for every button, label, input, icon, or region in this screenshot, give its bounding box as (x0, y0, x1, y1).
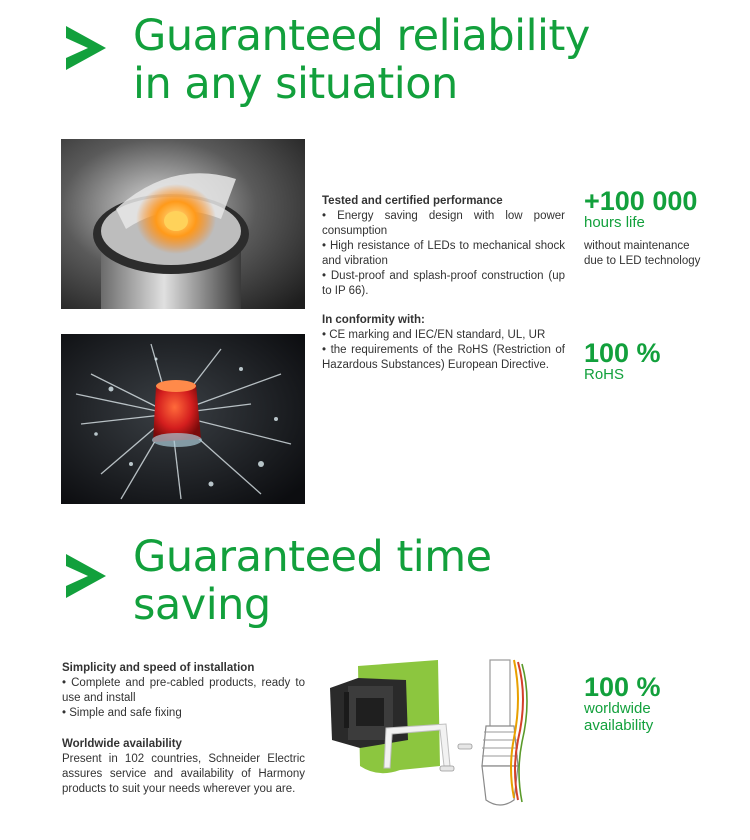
installation-block (62, 661, 305, 721)
stat-availability-label (584, 700, 653, 734)
heading-line-1: Guaranteed time (133, 532, 492, 582)
block-title: Worldwide availability (62, 738, 182, 750)
heading-line-1: Guaranteed reliability (133, 11, 590, 61)
block-title: In conformity with: (322, 314, 425, 326)
stat-rohs-unit: RoHS (584, 366, 625, 383)
block-title: Tested and certified performance (322, 195, 503, 207)
conformity-block (322, 313, 565, 373)
installation-product-illustration (318, 648, 568, 818)
heading-line-2: saving (133, 580, 271, 630)
stat-availability-value: 100 % (584, 672, 661, 702)
note-line: due to LED technology (584, 255, 701, 267)
section-time-saving-heading (133, 533, 492, 629)
bullet-item: • Simple and safe fixing (62, 707, 182, 719)
bullet-item: • Dust-proof and splash-proof construction (up to IP 66). (322, 270, 565, 297)
tested-performance-block (322, 194, 565, 299)
section-reliability-heading (133, 12, 590, 108)
stat-rohs-value: 100 % (584, 338, 661, 368)
label-line: worldwide (584, 700, 651, 717)
note-line: without maintenance (584, 240, 690, 252)
stat-hours-value: +100 000 (584, 186, 698, 216)
availability-block (62, 737, 305, 797)
label-line: availability (584, 717, 654, 734)
block-title: Simplicity and speed of installation (62, 662, 255, 674)
bullet-item: • High resistance of LEDs to mechanical shock and vibration (322, 240, 565, 267)
stat-hours-unit: hours life (584, 214, 645, 231)
chevron-right-icon (58, 546, 118, 606)
bullet-item: • Energy saving design with low power consumption (322, 210, 565, 237)
chevron-right-icon (58, 18, 118, 78)
body-text: Present in 102 countries, Schneider Electric assures service and availability of Harmony products to suit your needs wherever you are. (62, 753, 305, 795)
bullet-item: • CE marking and IEC/EN standard, UL, UR (322, 329, 546, 341)
heading-line-2: in any situation (133, 59, 458, 109)
stat-hours-note (584, 239, 700, 269)
beacon-closeup-photo (61, 139, 305, 309)
bullet-item: • Complete and pre-cabled products, ready to use and install (62, 677, 305, 704)
red-beacon-splash-photo (61, 334, 305, 504)
bullet-item: • the requirements of the RoHS (Restriction of Hazardous Substances) European Directive. (322, 344, 565, 371)
